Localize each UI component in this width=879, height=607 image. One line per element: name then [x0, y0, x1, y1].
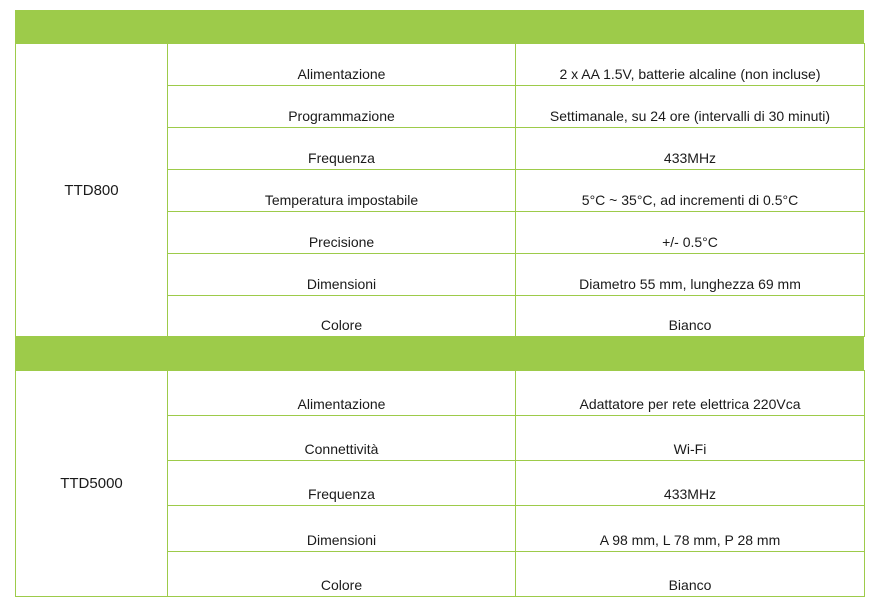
spec-value: 433MHz [516, 128, 865, 170]
spec-label: Dimensioni [168, 254, 516, 296]
spec-sheet [15, 10, 864, 597]
spec-label: Frequenza [168, 128, 516, 170]
spec-label: Alimentazione [168, 371, 516, 416]
spec-label: Colore [168, 296, 516, 337]
spec-value: A 98 mm, L 78 mm, P 28 mm [516, 506, 865, 552]
spec-value: Bianco [516, 296, 865, 337]
spec-table-ttd5000 [15, 370, 865, 597]
spec-table-ttd800 [15, 43, 865, 337]
spec-value: Adattatore per rete elettrica 220Vca [516, 371, 865, 416]
spec-label: Programmazione [168, 86, 516, 128]
spec-label: Dimensioni [168, 506, 516, 552]
section-header-band [15, 337, 864, 370]
spec-value: Diametro 55 mm, lunghezza 69 mm [516, 254, 865, 296]
spec-label: Temperatura impostabile [168, 170, 516, 212]
spec-value: +/- 0.5°C [516, 212, 865, 254]
model-name: TTD800 [16, 44, 168, 337]
spec-label: Precisione [168, 212, 516, 254]
section-header-band [15, 10, 864, 43]
spec-label: Alimentazione [168, 44, 516, 86]
spec-value: 433MHz [516, 461, 865, 506]
spec-value: Wi-Fi [516, 416, 865, 461]
table-row [16, 44, 865, 86]
spec-value: Bianco [516, 552, 865, 597]
model-name: TTD5000 [16, 371, 168, 597]
table-row [16, 371, 865, 416]
spec-label: Colore [168, 552, 516, 597]
spec-label: Connettività [168, 416, 516, 461]
spec-value: 2 x AA 1.5V, batterie alcaline (non incluse) [516, 44, 865, 86]
spec-label: Frequenza [168, 461, 516, 506]
spec-value: 5°C ~ 35°C, ad incrementi di 0.5°C [516, 170, 865, 212]
spec-value: Settimanale, su 24 ore (intervalli di 30 minuti) [516, 86, 865, 128]
